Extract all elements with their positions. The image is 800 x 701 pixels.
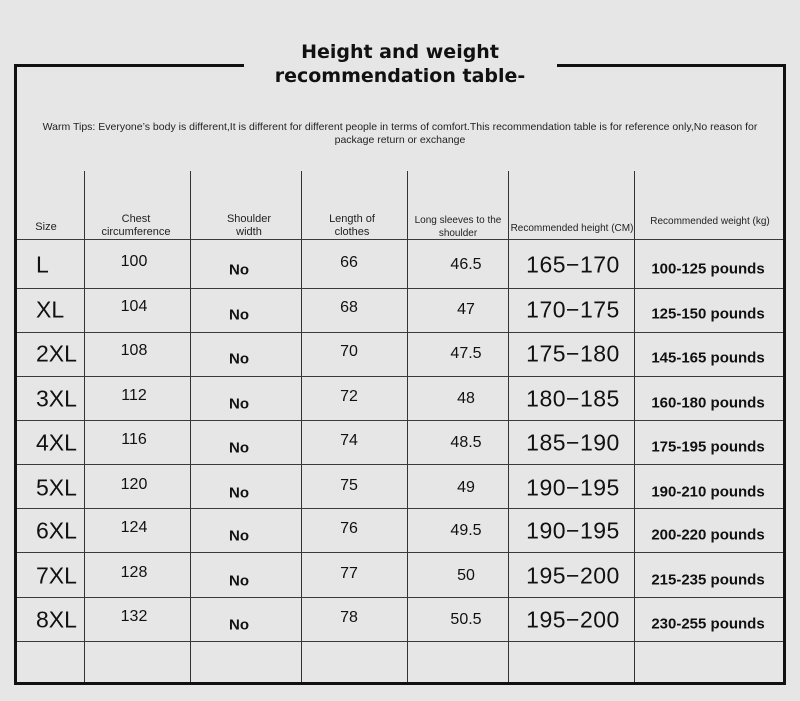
cell-height: 180−185 — [526, 385, 620, 412]
column-divider — [508, 171, 509, 682]
header-size: Size — [35, 221, 57, 233]
cell-sleeve: 48 — [457, 390, 475, 407]
cell-weight: 125-150 pounds — [651, 305, 765, 323]
cell-shoulder: No — [229, 306, 249, 324]
header-weight: Recommended weight (kg) — [650, 216, 770, 227]
cell-size: 5XL — [36, 474, 77, 501]
row-divider — [17, 597, 783, 598]
cell-shoulder: No — [229, 572, 249, 590]
cell-sleeve: 49.5 — [450, 522, 482, 539]
cell-height: 185−190 — [526, 429, 620, 456]
cell-height: 195−200 — [526, 606, 620, 633]
cell-chest: 116 — [121, 431, 147, 448]
cell-length: 77 — [340, 565, 358, 582]
cell-chest: 112 — [121, 387, 147, 404]
cell-chest: 104 — [120, 298, 148, 315]
cell-size: 4XL — [36, 429, 77, 456]
frame-border-top-left — [14, 64, 244, 67]
cell-sleeve: 46.5 — [450, 256, 482, 273]
cell-sleeve: 50 — [457, 567, 475, 584]
cell-sleeve: 49 — [457, 479, 475, 496]
cell-size: XL — [36, 296, 65, 323]
row-divider — [17, 332, 783, 333]
cell-length: 75 — [340, 477, 358, 494]
row-divider — [17, 420, 783, 421]
cell-length: 72 — [340, 388, 358, 405]
cell-shoulder: No — [229, 350, 249, 368]
cell-shoulder: No — [229, 261, 249, 279]
cell-sleeve: 47 — [457, 301, 475, 318]
cell-chest: 132 — [120, 608, 148, 625]
cell-length: 70 — [340, 343, 358, 360]
header-height: Recommended height (CM) — [510, 223, 634, 234]
frame-border-left — [14, 64, 17, 685]
header-length: Length of clothes — [329, 213, 375, 238]
cell-weight: 200-220 pounds — [651, 526, 765, 544]
cell-sleeve: 50.5 — [450, 611, 482, 628]
cell-weight: 190-210 pounds — [651, 483, 765, 501]
column-divider — [301, 171, 302, 682]
cell-shoulder: No — [229, 395, 249, 413]
header-chest: Chest circumference — [101, 213, 171, 238]
frame-border-right — [783, 64, 786, 685]
cell-weight: 175-195 pounds — [651, 438, 765, 456]
cell-shoulder: No — [229, 484, 249, 502]
cell-chest: 128 — [120, 564, 148, 581]
frame-border-bottom — [14, 682, 786, 685]
cell-size: L — [36, 251, 49, 278]
row-divider — [17, 641, 783, 642]
cell-chest: 100 — [120, 253, 148, 270]
row-divider — [17, 464, 783, 465]
column-divider — [84, 171, 85, 682]
cell-shoulder: No — [229, 616, 249, 634]
column-divider — [634, 171, 635, 682]
cell-weight: 145-165 pounds — [651, 349, 765, 367]
cell-size: 3XL — [36, 385, 77, 412]
cell-height: 190−195 — [526, 517, 620, 544]
row-divider — [17, 376, 783, 377]
cell-length: 76 — [340, 520, 358, 537]
row-divider — [17, 288, 783, 289]
cell-size: 2XL — [36, 340, 77, 367]
header-shoulder: Shoulder width — [226, 213, 272, 238]
cell-height: 195−200 — [526, 562, 620, 589]
cell-length: 74 — [340, 432, 358, 449]
cell-length: 66 — [340, 254, 358, 271]
cell-size: 8XL — [36, 606, 77, 633]
header-sleeve: Long sleeves to the shoulder — [414, 215, 502, 239]
cell-weight: 230-255 pounds — [651, 615, 765, 633]
column-divider — [407, 171, 408, 682]
cell-size: 6XL — [36, 517, 77, 544]
frame-border-top-right — [557, 64, 786, 67]
column-divider — [190, 171, 191, 682]
page-title: Height and weight recommendation table- — [274, 41, 526, 87]
cell-weight: 160-180 pounds — [651, 394, 765, 412]
cell-height: 190−195 — [526, 474, 620, 501]
cell-sleeve: 47.5 — [450, 345, 482, 362]
cell-height: 175−180 — [526, 340, 620, 367]
row-divider — [17, 552, 783, 553]
cell-height: 165−170 — [526, 251, 620, 278]
cell-shoulder: No — [229, 439, 249, 457]
cell-sleeve: 48.5 — [450, 434, 482, 451]
cell-size: 7XL — [36, 562, 77, 589]
cell-length: 78 — [340, 609, 358, 626]
row-divider — [17, 239, 783, 240]
row-divider — [17, 508, 783, 509]
cell-weight: 100-125 pounds — [651, 260, 765, 278]
cell-weight: 215-235 pounds — [651, 571, 765, 589]
cell-height: 170−175 — [526, 296, 620, 323]
cell-chest: 124 — [120, 519, 148, 536]
cell-length: 68 — [340, 299, 358, 316]
cell-chest: 108 — [120, 342, 148, 359]
cell-chest: 120 — [120, 476, 148, 493]
cell-shoulder: No — [229, 527, 249, 545]
warm-tips-text: Warm Tips: Everyone’s body is different,It is different for different people in terms of comfort.This recommendation table is for reference only,No reason for package return or exchange — [42, 121, 758, 146]
